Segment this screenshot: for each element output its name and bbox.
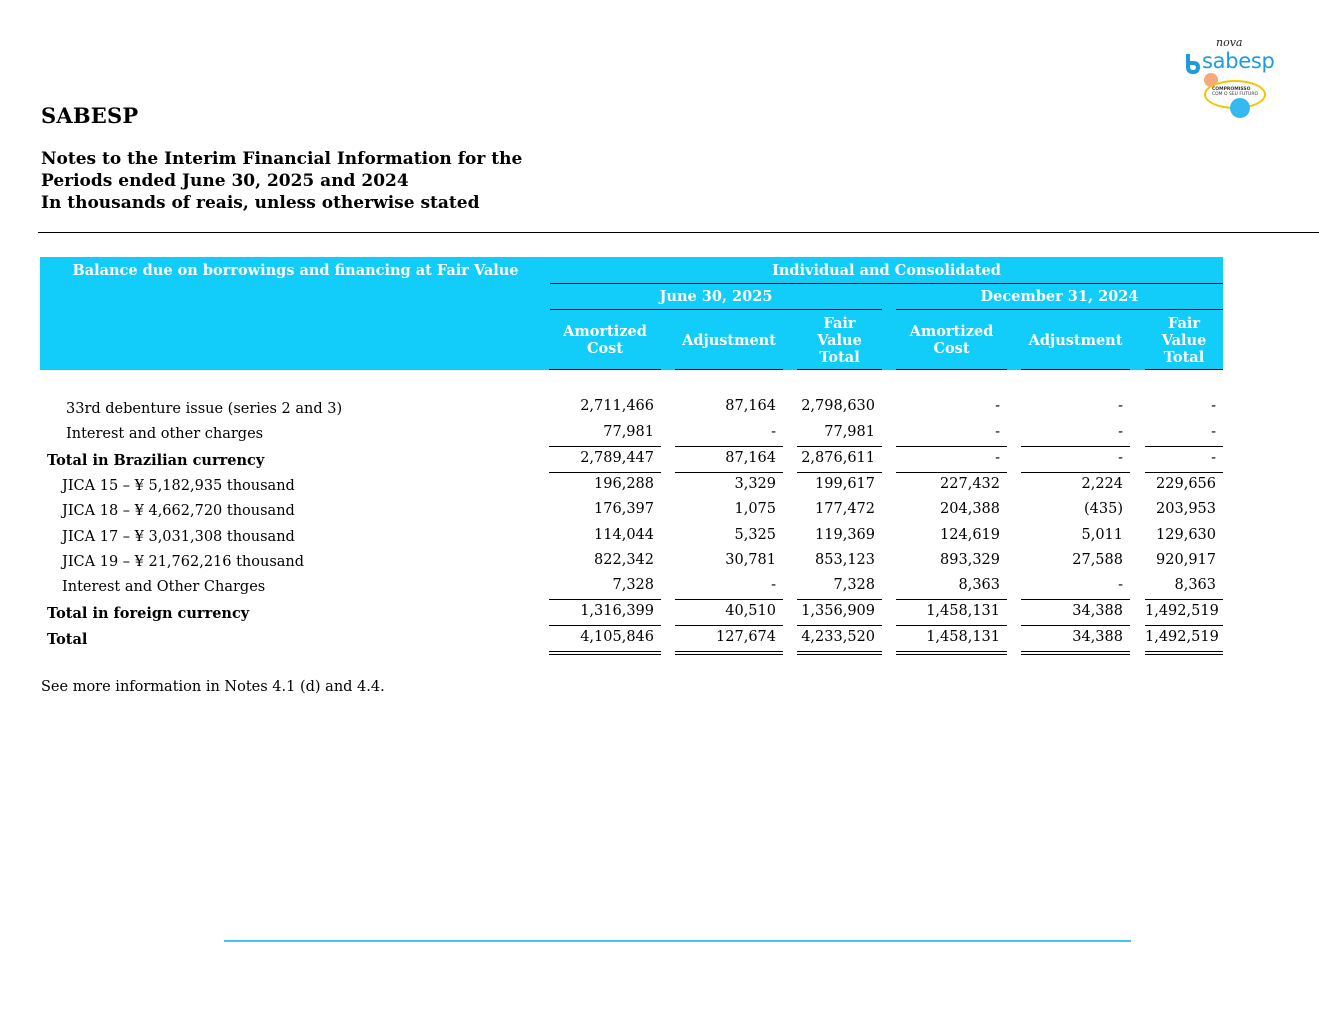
period-header-dec-2024: December 31, 2024 [980, 288, 1139, 305]
cell-fair-value-total-2024: - [1211, 398, 1216, 414]
cell-fair-value-total-2024: - [1211, 424, 1216, 440]
logo-nova-text: nova [1216, 36, 1243, 49]
subtotal-underline [1021, 625, 1130, 626]
cell-fair-value-total-2025: 2,876,611 [801, 450, 875, 466]
cell-fair-value-total-2025: 853,123 [815, 552, 875, 568]
subtotal-underline [1145, 599, 1223, 600]
logo-brand-text: sabesp [1202, 49, 1275, 73]
cell-fair-value-total-2025: 77,981 [824, 424, 875, 440]
subtotal-underline [1145, 625, 1223, 626]
logo-blue-dot [1230, 98, 1250, 118]
header-divider [38, 232, 1319, 233]
table-title: Balance due on borrowings and financing at Fair Value [72, 262, 519, 279]
period-underline-june-2025 [550, 309, 882, 310]
column-header-line: Amortized [909, 323, 994, 340]
row-label: JICA 17 – ¥ 3,031,308 thousand [62, 529, 295, 545]
subtotal-underline [1145, 472, 1223, 473]
cell-fair-value-total-2024: 203,953 [1156, 501, 1216, 517]
footnote: See more information in Notes 4.1 (d) and 4.4. [41, 679, 385, 695]
column-header-line: Value [817, 331, 862, 349]
cell-fair-value-total-2025: 4,233,520 [801, 629, 875, 645]
row-label: Total [47, 631, 88, 648]
cell-adjustment-2024: 34,388 [1072, 629, 1123, 645]
row-label: Interest and other charges [66, 426, 264, 442]
cell-fair-value-total-2025: 7,328 [833, 577, 875, 593]
total-double-underline [549, 651, 661, 655]
row-label: Total in foreign currency [47, 605, 250, 622]
cell-adjustment-2024: - [1118, 450, 1123, 466]
table-group-header: Individual and Consolidated [772, 262, 1001, 279]
cell-amortized-cost-2024: - [995, 424, 1000, 440]
column-header-amortized-cost-2024 [896, 323, 1007, 357]
subtotal-underline [549, 625, 661, 626]
column-header-line: Total [819, 348, 860, 366]
cell-adjustment-2024: 5,011 [1081, 527, 1123, 543]
row-label: JICA 18 – ¥ 4,662,720 thousand [62, 503, 295, 519]
sabesp-logo [1178, 36, 1288, 124]
cell-fair-value-total-2024: 8,363 [1174, 577, 1216, 593]
column-header-line: Adjustment [1028, 331, 1123, 349]
cell-fair-value-total-2024: 129,630 [1156, 527, 1216, 543]
column-header-line: Value [1161, 331, 1207, 349]
column-header-adjustment-2024 [1021, 332, 1130, 349]
cell-amortized-cost-2024: - [995, 450, 1000, 466]
subtotal-underline [797, 625, 882, 626]
column-header-underline [797, 369, 882, 370]
cell-adjustment-2025: 1,075 [734, 501, 776, 517]
row-label: 33rd debenture issue (series 2 and 3) [66, 401, 343, 417]
subtitle-line-3: In thousands of reais, unless otherwise stated [41, 193, 480, 213]
column-header-underline [675, 369, 783, 370]
subtotal-underline [1021, 599, 1130, 600]
cell-fair-value-total-2025: 2,798,630 [801, 398, 875, 414]
subtotal-underline [1021, 446, 1130, 447]
cell-amortized-cost-2025: 2,711,466 [580, 398, 654, 414]
column-header-fair-value-total-2024 [1145, 315, 1223, 366]
report-subtitle [41, 148, 522, 214]
column-header-amortized-cost-2025 [549, 323, 661, 357]
cell-amortized-cost-2025: 4,105,846 [580, 629, 654, 645]
subtotal-underline [675, 625, 783, 626]
cell-amortized-cost-2025: 7,328 [612, 577, 654, 593]
total-double-underline [675, 651, 783, 655]
subtotal-underline [675, 599, 783, 600]
subtotal-underline [896, 625, 1007, 626]
column-header-fair-value-total-2025 [797, 315, 882, 366]
logo-tagline-2: COM O SEU FUTURO [1212, 92, 1258, 97]
cell-adjustment-2024: - [1118, 577, 1123, 593]
cell-amortized-cost-2025: 2,789,447 [580, 450, 654, 466]
subtitle-line-2: Periods ended June 30, 2025 and 2024 [41, 171, 409, 191]
cell-adjustment-2025: 3,329 [734, 476, 776, 492]
column-header-adjustment-2025 [675, 332, 783, 349]
subtotal-underline [549, 599, 661, 600]
subtotal-underline [797, 599, 882, 600]
cell-amortized-cost-2024: 204,388 [940, 501, 1000, 517]
cell-amortized-cost-2025: 77,981 [603, 424, 654, 440]
cell-fair-value-total-2024: - [1211, 450, 1216, 466]
logo-tagline-1: COMPROMISSO [1212, 87, 1251, 92]
group-header-underline [550, 283, 1223, 284]
subtotal-underline [1145, 446, 1223, 447]
cell-adjustment-2025: 87,164 [725, 450, 776, 466]
cell-adjustment-2025: 5,325 [734, 527, 776, 543]
column-header-underline [1145, 369, 1223, 370]
subtotal-underline [896, 446, 1007, 447]
subtotal-underline [675, 446, 783, 447]
subtotal-underline [896, 472, 1007, 473]
company-name: SABESP [41, 103, 139, 128]
column-header-line: Cost [933, 340, 970, 357]
column-header-line: Fair [823, 314, 856, 332]
footer-accent-line [224, 940, 1131, 942]
column-header-underline [1021, 369, 1130, 370]
column-header-underline [549, 369, 661, 370]
cell-adjustment-2024: 27,588 [1072, 552, 1123, 568]
cell-adjustment-2024: - [1118, 424, 1123, 440]
cell-adjustment-2024: 34,388 [1072, 603, 1123, 619]
cell-amortized-cost-2024: 8,363 [958, 577, 1000, 593]
subtotal-underline [1021, 472, 1130, 473]
column-header-line: Fair [1167, 314, 1201, 332]
cell-amortized-cost-2025: 822,342 [594, 552, 654, 568]
column-header-line: Total [1163, 348, 1205, 366]
cell-adjustment-2025: 40,510 [725, 603, 776, 619]
cell-adjustment-2024: (435) [1084, 501, 1123, 517]
cell-amortized-cost-2024: 227,432 [940, 476, 1000, 492]
cell-fair-value-total-2025: 119,369 [815, 527, 875, 543]
cell-adjustment-2025: 87,164 [725, 398, 776, 414]
row-label: JICA 15 – ¥ 5,182,935 thousand [62, 478, 295, 494]
cell-amortized-cost-2024: 124,619 [940, 527, 1000, 543]
cell-fair-value-total-2024: 1,492,519 [1145, 603, 1219, 619]
cell-amortized-cost-2024: 893,329 [940, 552, 1000, 568]
cell-amortized-cost-2024: 1,458,131 [926, 629, 1000, 645]
row-label: Interest and Other Charges [62, 579, 266, 595]
cell-adjustment-2025: - [771, 424, 776, 440]
cell-fair-value-total-2024: 1,492,519 [1145, 629, 1219, 645]
subtotal-underline [675, 472, 783, 473]
subtotal-underline [549, 446, 661, 447]
cell-amortized-cost-2025: 1,316,399 [580, 603, 654, 619]
cell-adjustment-2025: 127,674 [716, 629, 776, 645]
sabesp-mark-icon [1182, 52, 1204, 76]
period-underline-dec-2024 [896, 309, 1223, 310]
cell-adjustment-2025: 30,781 [725, 552, 776, 568]
cell-amortized-cost-2025: 196,288 [594, 476, 654, 492]
column-header-line: Cost [586, 340, 624, 357]
cell-adjustment-2025: - [771, 577, 776, 593]
row-label: JICA 19 – ¥ 21,762,216 thousand [62, 554, 305, 570]
cell-fair-value-total-2025: 199,617 [815, 476, 875, 492]
cell-amortized-cost-2025: 114,044 [594, 527, 654, 543]
subtotal-underline [797, 446, 882, 447]
cell-amortized-cost-2025: 176,397 [594, 501, 654, 517]
cell-amortized-cost-2024: 1,458,131 [926, 603, 1000, 619]
subtotal-underline [549, 472, 661, 473]
total-double-underline [797, 651, 882, 655]
total-double-underline [896, 651, 1007, 655]
subtitle-line-1: Notes to the Interim Financial Information for the [41, 149, 523, 169]
row-label: Total in Brazilian currency [47, 452, 265, 469]
cell-fair-value-total-2024: 229,656 [1156, 476, 1216, 492]
cell-adjustment-2024: 2,224 [1081, 476, 1123, 492]
subtotal-underline [896, 599, 1007, 600]
period-header-june-2025: June 30, 2025 [659, 288, 773, 305]
cell-amortized-cost-2024: - [995, 398, 1000, 414]
column-header-line: Adjustment [682, 331, 776, 349]
cell-adjustment-2024: - [1118, 398, 1123, 414]
total-double-underline [1145, 651, 1223, 655]
cell-fair-value-total-2025: 1,356,909 [801, 603, 875, 619]
column-header-underline [896, 369, 1007, 370]
cell-fair-value-total-2024: 920,917 [1156, 552, 1216, 568]
subtotal-underline [797, 472, 882, 473]
total-double-underline [1021, 651, 1130, 655]
column-header-line: Amortized [563, 323, 647, 340]
cell-fair-value-total-2025: 177,472 [815, 501, 875, 517]
